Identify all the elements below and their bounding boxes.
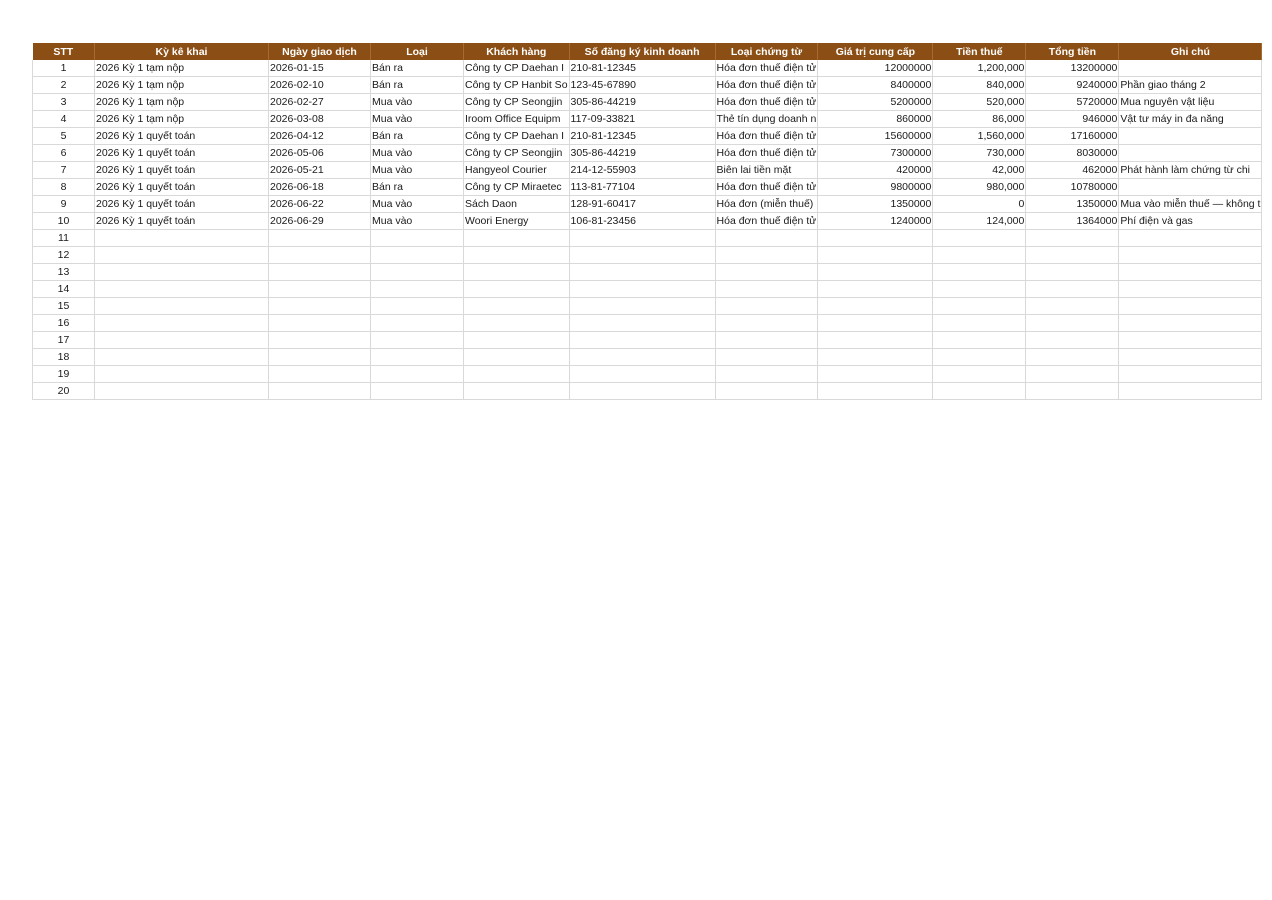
- cell-ky-ke-khai[interactable]: [95, 247, 269, 264]
- column-header-ky-ke-khai[interactable]: Kỳ kê khai: [95, 43, 269, 60]
- cell-gia-tri[interactable]: 9800000: [818, 179, 933, 196]
- cell-loai[interactable]: Mua vào: [371, 213, 464, 230]
- cell-loai-chung-tu[interactable]: Hóa đơn (miễn thuế): [715, 196, 818, 213]
- cell-loai[interactable]: Bán ra: [371, 60, 464, 77]
- cell-tien-thue[interactable]: 86,000: [933, 111, 1026, 128]
- table-row: [33, 213, 1262, 230]
- column-header-so-dang-ky[interactable]: Số đăng ký kinh doanh: [569, 43, 715, 60]
- cell-gia-tri[interactable]: 1240000: [818, 213, 933, 230]
- cell-stt[interactable]: 11: [33, 230, 95, 247]
- cell-loai-chung-tu[interactable]: [715, 281, 818, 298]
- cell-loai[interactable]: [371, 383, 464, 400]
- cell-so-dang-ky[interactable]: [569, 298, 715, 315]
- cell-gia-tri[interactable]: 1350000: [818, 196, 933, 213]
- cell-loai-chung-tu[interactable]: [715, 264, 818, 281]
- cell-gia-tri[interactable]: [818, 230, 933, 247]
- table-row: [33, 230, 1262, 247]
- cell-loai[interactable]: [371, 281, 464, 298]
- table-row: [33, 145, 1262, 162]
- cell-ky-ke-khai[interactable]: [95, 315, 269, 332]
- cell-so-dang-ky[interactable]: 128-91-60417: [569, 196, 715, 213]
- cell-gia-tri[interactable]: 8400000: [818, 77, 933, 94]
- cell-loai[interactable]: Bán ra: [371, 179, 464, 196]
- cell-ky-ke-khai[interactable]: 2026 Kỳ 1 quyết toán: [95, 128, 269, 145]
- cell-khach-hang[interactable]: [464, 247, 570, 264]
- cell-loai-chung-tu[interactable]: [715, 366, 818, 383]
- tax-ledger-table: [32, 43, 1262, 400]
- cell-tien-thue[interactable]: [933, 383, 1026, 400]
- cell-tong-tien[interactable]: 5720000: [1026, 94, 1119, 111]
- table-row: [33, 349, 1262, 366]
- table-row: [33, 162, 1262, 179]
- cell-loai-chung-tu[interactable]: Hóa đơn thuế điện tử: [715, 213, 818, 230]
- cell-tong-tien[interactable]: [1026, 315, 1119, 332]
- cell-loai-chung-tu[interactable]: [715, 383, 818, 400]
- cell-ngay-giao-dich[interactable]: 2026-06-18: [269, 179, 371, 196]
- cell-loai-chung-tu[interactable]: [715, 230, 818, 247]
- cell-stt[interactable]: 17: [33, 332, 95, 349]
- cell-so-dang-ky[interactable]: [569, 383, 715, 400]
- cell-ghi-chu[interactable]: [1119, 247, 1262, 264]
- cell-loai-chung-tu[interactable]: [715, 298, 818, 315]
- cell-so-dang-ky[interactable]: [569, 230, 715, 247]
- cell-ngay-giao-dich[interactable]: [269, 366, 371, 383]
- cell-so-dang-ky[interactable]: 106-81-23456: [569, 213, 715, 230]
- cell-ky-ke-khai[interactable]: [95, 349, 269, 366]
- cell-so-dang-ky[interactable]: 305-86-44219: [569, 94, 715, 111]
- cell-ghi-chu[interactable]: [1119, 128, 1262, 145]
- cell-loai-chung-tu[interactable]: Hóa đơn thuế điện tử: [715, 145, 818, 162]
- column-header-stt[interactable]: STT: [33, 43, 95, 60]
- cell-tien-thue[interactable]: 1,200,000: [933, 60, 1026, 77]
- spreadsheet: [32, 43, 1262, 400]
- table-row: [33, 94, 1262, 111]
- cell-ngay-giao-dich[interactable]: [269, 230, 371, 247]
- cell-loai-chung-tu[interactable]: Hóa đơn thuế điện tử: [715, 77, 818, 94]
- cell-so-dang-ky[interactable]: [569, 366, 715, 383]
- cell-stt[interactable]: 10: [33, 213, 95, 230]
- cell-gia-tri[interactable]: 420000: [818, 162, 933, 179]
- cell-ngay-giao-dich[interactable]: [269, 298, 371, 315]
- cell-tong-tien[interactable]: 1350000: [1026, 196, 1119, 213]
- cell-loai[interactable]: [371, 315, 464, 332]
- cell-loai[interactable]: Mua vào: [371, 145, 464, 162]
- cell-gia-tri[interactable]: [818, 349, 933, 366]
- cell-so-dang-ky[interactable]: [569, 315, 715, 332]
- cell-ky-ke-khai[interactable]: [95, 332, 269, 349]
- cell-ngay-giao-dich[interactable]: 2026-06-29: [269, 213, 371, 230]
- cell-stt[interactable]: 3: [33, 94, 95, 111]
- cell-loai[interactable]: Bán ra: [371, 128, 464, 145]
- cell-loai[interactable]: Mua vào: [371, 196, 464, 213]
- cell-ngay-giao-dich[interactable]: [269, 332, 371, 349]
- cell-ghi-chu[interactable]: [1119, 315, 1262, 332]
- cell-ngay-giao-dich[interactable]: 2026-05-06: [269, 145, 371, 162]
- cell-gia-tri[interactable]: [818, 332, 933, 349]
- cell-loai-chung-tu[interactable]: [715, 247, 818, 264]
- cell-stt[interactable]: 7: [33, 162, 95, 179]
- cell-tien-thue[interactable]: 0: [933, 196, 1026, 213]
- table-row: [33, 247, 1262, 264]
- cell-gia-tri[interactable]: [818, 383, 933, 400]
- column-header-ngay-giao-dich[interactable]: Ngày giao dịch: [269, 43, 371, 60]
- cell-ghi-chu[interactable]: [1119, 60, 1262, 77]
- cell-khach-hang[interactable]: Iroom Office Equipm: [464, 111, 570, 128]
- cell-gia-tri[interactable]: [818, 281, 933, 298]
- column-header-loai-chung-tu[interactable]: Loại chứng từ: [715, 43, 818, 60]
- table-body: [33, 60, 1262, 400]
- cell-ngay-giao-dich[interactable]: [269, 349, 371, 366]
- cell-gia-tri[interactable]: [818, 247, 933, 264]
- cell-so-dang-ky[interactable]: 305-86-44219: [569, 145, 715, 162]
- table-row: [33, 179, 1262, 196]
- table-row: [33, 383, 1262, 400]
- cell-tong-tien[interactable]: [1026, 383, 1119, 400]
- cell-stt[interactable]: 14: [33, 281, 95, 298]
- cell-gia-tri[interactable]: [818, 264, 933, 281]
- cell-tong-tien[interactable]: [1026, 264, 1119, 281]
- cell-ghi-chu[interactable]: Phát hành làm chứng từ chi: [1119, 162, 1262, 179]
- cell-gia-tri[interactable]: 5200000: [818, 94, 933, 111]
- cell-gia-tri[interactable]: [818, 298, 933, 315]
- cell-khach-hang[interactable]: [464, 332, 570, 349]
- cell-ngay-giao-dich[interactable]: [269, 383, 371, 400]
- cell-tong-tien[interactable]: [1026, 281, 1119, 298]
- cell-tien-thue[interactable]: [933, 264, 1026, 281]
- table-row: [33, 60, 1262, 77]
- cell-stt[interactable]: 15: [33, 298, 95, 315]
- cell-loai-chung-tu[interactable]: Hóa đơn thuế điện tử: [715, 128, 818, 145]
- cell-ghi-chu[interactable]: Mua vào miễn thuế — không t: [1119, 196, 1262, 213]
- cell-loai[interactable]: [371, 332, 464, 349]
- cell-ky-ke-khai[interactable]: 2026 Kỳ 1 quyết toán: [95, 145, 269, 162]
- cell-tong-tien[interactable]: [1026, 332, 1119, 349]
- cell-loai[interactable]: [371, 366, 464, 383]
- cell-ky-ke-khai[interactable]: [95, 264, 269, 281]
- cell-ngay-giao-dich[interactable]: 2026-06-22: [269, 196, 371, 213]
- cell-stt[interactable]: 13: [33, 264, 95, 281]
- header-row: [33, 43, 1262, 60]
- cell-loai-chung-tu[interactable]: Biên lai tiền mặt: [715, 162, 818, 179]
- cell-tien-thue[interactable]: 520,000: [933, 94, 1026, 111]
- cell-ngay-giao-dich[interactable]: [269, 264, 371, 281]
- cell-tong-tien[interactable]: 10780000: [1026, 179, 1119, 196]
- cell-tien-thue[interactable]: [933, 349, 1026, 366]
- cell-gia-tri[interactable]: 7300000: [818, 145, 933, 162]
- cell-ghi-chu[interactable]: [1119, 332, 1262, 349]
- cell-loai-chung-tu[interactable]: [715, 315, 818, 332]
- cell-tien-thue[interactable]: 840,000: [933, 77, 1026, 94]
- cell-tien-thue[interactable]: [933, 298, 1026, 315]
- cell-ngay-giao-dich[interactable]: 2026-05-21: [269, 162, 371, 179]
- cell-ghi-chu[interactable]: [1119, 145, 1262, 162]
- cell-tien-thue[interactable]: [933, 315, 1026, 332]
- column-header-khach-hang[interactable]: Khách hàng: [464, 43, 570, 60]
- cell-ngay-giao-dich[interactable]: 2026-02-27: [269, 94, 371, 111]
- cell-ky-ke-khai[interactable]: 2026 Kỳ 1 quyết toán: [95, 162, 269, 179]
- cell-ky-ke-khai[interactable]: 2026 Kỳ 1 tạm nộp: [95, 111, 269, 128]
- cell-stt[interactable]: 9: [33, 196, 95, 213]
- column-header-gia-tri[interactable]: Giá trị cung cấp: [818, 43, 933, 60]
- cell-loai[interactable]: Mua vào: [371, 162, 464, 179]
- cell-khach-hang[interactable]: [464, 281, 570, 298]
- cell-stt[interactable]: 4: [33, 111, 95, 128]
- cell-so-dang-ky[interactable]: 113-81-77104: [569, 179, 715, 196]
- cell-loai-chung-tu[interactable]: Hóa đơn thuế điện tử: [715, 179, 818, 196]
- cell-khach-hang[interactable]: Hangyeol Courier: [464, 162, 570, 179]
- cell-ky-ke-khai[interactable]: 2026 Kỳ 1 tạm nộp: [95, 77, 269, 94]
- cell-loai-chung-tu[interactable]: [715, 349, 818, 366]
- cell-tong-tien[interactable]: [1026, 247, 1119, 264]
- cell-khach-hang[interactable]: Công ty CP Seongjin: [464, 94, 570, 111]
- cell-tien-thue[interactable]: [933, 247, 1026, 264]
- cell-stt[interactable]: 16: [33, 315, 95, 332]
- cell-ky-ke-khai[interactable]: 2026 Kỳ 1 quyết toán: [95, 179, 269, 196]
- cell-ghi-chu[interactable]: [1119, 281, 1262, 298]
- cell-ghi-chu[interactable]: [1119, 349, 1262, 366]
- cell-tien-thue[interactable]: 42,000: [933, 162, 1026, 179]
- cell-khach-hang[interactable]: [464, 383, 570, 400]
- cell-so-dang-ky[interactable]: 210-81-12345: [569, 128, 715, 145]
- cell-tong-tien[interactable]: [1026, 298, 1119, 315]
- cell-khach-hang[interactable]: [464, 349, 570, 366]
- cell-khach-hang[interactable]: [464, 230, 570, 247]
- cell-gia-tri[interactable]: 15600000: [818, 128, 933, 145]
- cell-tong-tien[interactable]: 946000: [1026, 111, 1119, 128]
- cell-so-dang-ky[interactable]: [569, 264, 715, 281]
- cell-tong-tien[interactable]: [1026, 366, 1119, 383]
- cell-so-dang-ky[interactable]: [569, 281, 715, 298]
- cell-tong-tien[interactable]: 9240000: [1026, 77, 1119, 94]
- cell-loai[interactable]: Bán ra: [371, 77, 464, 94]
- cell-so-dang-ky[interactable]: 117-09-33821: [569, 111, 715, 128]
- cell-loai-chung-tu[interactable]: Thẻ tín dụng doanh n: [715, 111, 818, 128]
- cell-tien-thue[interactable]: [933, 332, 1026, 349]
- cell-khach-hang[interactable]: Công ty CP Hanbit So: [464, 77, 570, 94]
- cell-stt[interactable]: 5: [33, 128, 95, 145]
- cell-stt[interactable]: 20: [33, 383, 95, 400]
- cell-tien-thue[interactable]: [933, 366, 1026, 383]
- cell-ky-ke-khai[interactable]: [95, 281, 269, 298]
- cell-so-dang-ky[interactable]: [569, 349, 715, 366]
- table-row: [33, 332, 1262, 349]
- cell-khach-hang[interactable]: Công ty CP Miraetec: [464, 179, 570, 196]
- cell-loai[interactable]: Mua vào: [371, 111, 464, 128]
- cell-tong-tien[interactable]: 1364000: [1026, 213, 1119, 230]
- cell-ngay-giao-dich[interactable]: [269, 281, 371, 298]
- cell-ky-ke-khai[interactable]: [95, 230, 269, 247]
- cell-ky-ke-khai[interactable]: 2026 Kỳ 1 tạm nộp: [95, 94, 269, 111]
- cell-stt[interactable]: 1: [33, 60, 95, 77]
- cell-ghi-chu[interactable]: [1119, 383, 1262, 400]
- table-row: [33, 366, 1262, 383]
- cell-so-dang-ky[interactable]: 210-81-12345: [569, 60, 715, 77]
- cell-ghi-chu[interactable]: [1119, 298, 1262, 315]
- cell-tien-thue[interactable]: 980,000: [933, 179, 1026, 196]
- cell-so-dang-ky[interactable]: [569, 332, 715, 349]
- cell-loai[interactable]: [371, 349, 464, 366]
- cell-khach-hang[interactable]: [464, 366, 570, 383]
- cell-tien-thue[interactable]: [933, 230, 1026, 247]
- cell-tong-tien[interactable]: 13200000: [1026, 60, 1119, 77]
- cell-ngay-giao-dich[interactable]: 2026-03-08: [269, 111, 371, 128]
- table-row: [33, 111, 1262, 128]
- column-header-tong-tien[interactable]: Tổng tiền: [1026, 43, 1119, 60]
- cell-loai[interactable]: [371, 264, 464, 281]
- cell-ghi-chu[interactable]: Mua nguyên vật liệu: [1119, 94, 1262, 111]
- cell-ghi-chu[interactable]: Phần giao tháng 2: [1119, 77, 1262, 94]
- cell-khach-hang[interactable]: [464, 315, 570, 332]
- cell-tien-thue[interactable]: 1,560,000: [933, 128, 1026, 145]
- cell-ngay-giao-dich[interactable]: [269, 247, 371, 264]
- cell-loai[interactable]: Mua vào: [371, 94, 464, 111]
- cell-khach-hang[interactable]: Công ty CP Seongjin: [464, 145, 570, 162]
- cell-loai-chung-tu[interactable]: [715, 332, 818, 349]
- table-row: [33, 281, 1262, 298]
- cell-tien-thue[interactable]: 124,000: [933, 213, 1026, 230]
- column-header-ghi-chu[interactable]: Ghi chú: [1119, 43, 1262, 60]
- cell-tong-tien[interactable]: 8030000: [1026, 145, 1119, 162]
- table-row: [33, 315, 1262, 332]
- cell-stt[interactable]: 18: [33, 349, 95, 366]
- column-header-tien-thue[interactable]: Tiền thuế: [933, 43, 1026, 60]
- cell-khach-hang[interactable]: Công ty CP Daehan I: [464, 60, 570, 77]
- cell-so-dang-ky[interactable]: 123-45-67890: [569, 77, 715, 94]
- cell-loai-chung-tu[interactable]: Hóa đơn thuế điện tử: [715, 94, 818, 111]
- table-row: [33, 298, 1262, 315]
- cell-stt[interactable]: 8: [33, 179, 95, 196]
- table-row: [33, 77, 1262, 94]
- cell-so-dang-ky[interactable]: [569, 247, 715, 264]
- cell-khach-hang[interactable]: Công ty CP Daehan I: [464, 128, 570, 145]
- cell-ngay-giao-dich[interactable]: [269, 315, 371, 332]
- cell-ky-ke-khai[interactable]: 2026 Kỳ 1 quyết toán: [95, 213, 269, 230]
- table-row: [33, 128, 1262, 145]
- cell-ghi-chu[interactable]: [1119, 264, 1262, 281]
- cell-khach-hang[interactable]: [464, 298, 570, 315]
- cell-ky-ke-khai[interactable]: [95, 298, 269, 315]
- cell-khach-hang[interactable]: Woori Energy: [464, 213, 570, 230]
- cell-loai[interactable]: [371, 298, 464, 315]
- cell-tong-tien[interactable]: 17160000: [1026, 128, 1119, 145]
- cell-stt[interactable]: 2: [33, 77, 95, 94]
- cell-loai-chung-tu[interactable]: Hóa đơn thuế điện tử: [715, 60, 818, 77]
- cell-gia-tri[interactable]: [818, 366, 933, 383]
- cell-ky-ke-khai[interactable]: [95, 383, 269, 400]
- cell-gia-tri[interactable]: 860000: [818, 111, 933, 128]
- cell-khach-hang[interactable]: [464, 264, 570, 281]
- cell-ghi-chu[interactable]: [1119, 230, 1262, 247]
- cell-khach-hang[interactable]: Sách Daon: [464, 196, 570, 213]
- cell-tien-thue[interactable]: [933, 281, 1026, 298]
- cell-stt[interactable]: 6: [33, 145, 95, 162]
- cell-gia-tri[interactable]: 12000000: [818, 60, 933, 77]
- cell-loai[interactable]: [371, 247, 464, 264]
- cell-stt[interactable]: 19: [33, 366, 95, 383]
- cell-ky-ke-khai[interactable]: [95, 366, 269, 383]
- table-row: [33, 196, 1262, 213]
- cell-ghi-chu[interactable]: Vật tư máy in đa năng: [1119, 111, 1262, 128]
- cell-tong-tien[interactable]: [1026, 349, 1119, 366]
- cell-gia-tri[interactable]: [818, 315, 933, 332]
- cell-ky-ke-khai[interactable]: 2026 Kỳ 1 tạm nộp: [95, 60, 269, 77]
- cell-ngay-giao-dich[interactable]: 2026-02-10: [269, 77, 371, 94]
- cell-tong-tien[interactable]: 462000: [1026, 162, 1119, 179]
- cell-so-dang-ky[interactable]: 214-12-55903: [569, 162, 715, 179]
- cell-stt[interactable]: 12: [33, 247, 95, 264]
- cell-ngay-giao-dich[interactable]: 2026-01-15: [269, 60, 371, 77]
- cell-ghi-chu[interactable]: [1119, 179, 1262, 196]
- cell-tong-tien[interactable]: [1026, 230, 1119, 247]
- table-row: [33, 264, 1262, 281]
- cell-ghi-chu[interactable]: Phí điện và gas: [1119, 213, 1262, 230]
- cell-ghi-chu[interactable]: [1119, 366, 1262, 383]
- cell-ky-ke-khai[interactable]: 2026 Kỳ 1 quyết toán: [95, 196, 269, 213]
- cell-ngay-giao-dich[interactable]: 2026-04-12: [269, 128, 371, 145]
- column-header-loai[interactable]: Loại: [371, 43, 464, 60]
- cell-tien-thue[interactable]: 730,000: [933, 145, 1026, 162]
- cell-loai[interactable]: [371, 230, 464, 247]
